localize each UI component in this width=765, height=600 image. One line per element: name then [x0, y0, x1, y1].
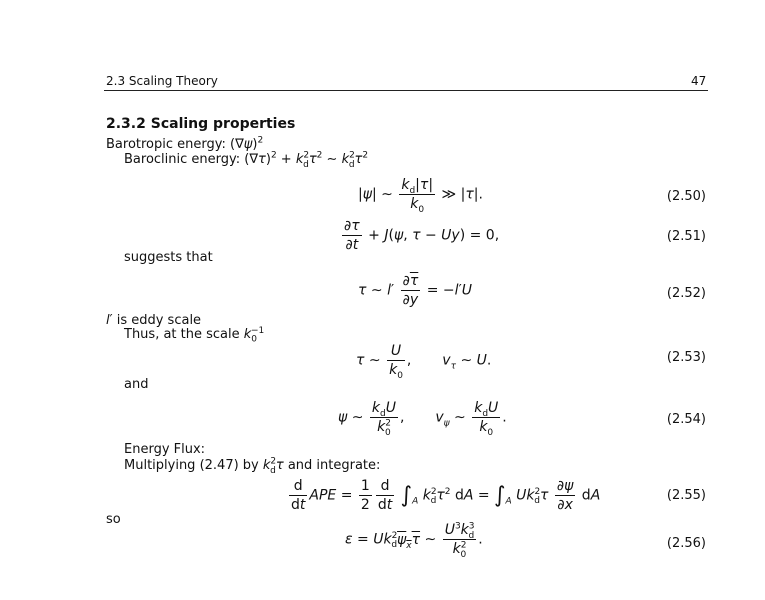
suggests-text: suggests that — [124, 250, 213, 265]
baroclinic-line — [124, 150, 369, 170]
equation-2-54: ψ ∼ $\frac{k_dU}{k^2_0}$ , $v_\psi$ ∼ $\frac{k_dU}{k_0}$ . — [338, 400, 507, 438]
baroclinic-text: Baroclinic energy: $(\nabla\tau)^2 + k^2_d\tau^2$ ∼ $k^2_d\tau^2$ — [124, 150, 369, 170]
equation-2-55: $\frac{d}{dt}$ APE = $\frac{1}{2}$ $\frac{d}{dt}$ $\int_A$ $k^2_d\tau^2$ dA = $\int_A$ $Uk^2_d\tau$ $\frac{\partial\psi}{\partial x}$ dA — [291, 478, 601, 513]
equation-number-2-55: (2.55) — [666, 488, 706, 503]
equation-number-2-53: (2.53) — [666, 350, 706, 365]
section-heading: 2.3.2 Scaling properties — [106, 116, 296, 132]
eddy-scale-line — [106, 313, 201, 328]
multiplying-line — [124, 456, 381, 476]
equation-2-50: |ψ| ∼ $\frac{k_d|\tau|}{k_0}$ ≫ |τ|. — [358, 177, 483, 215]
page-number: 47 — [691, 74, 707, 88]
header-rule — [104, 90, 708, 91]
equation-2-56: $\varepsilon = Uk^2_d\psi_x\tau$ ∼ $\frac{U^3k^3_d}{k^2_0}$ . — [345, 521, 483, 560]
multiplying-text: Multiplying (2.47) by $k^2_d\tau$ and integrate: — [124, 456, 381, 476]
equation-number-2-50: (2.50) — [666, 189, 706, 204]
equation-2-52: τ ∼ l′ $\frac{\partial\overline{\tau}}{\partial y}$ = −l′U — [358, 273, 472, 308]
thus-line — [124, 325, 265, 345]
equation-number-2-52: (2.52) — [666, 286, 706, 301]
equation-number-2-56: (2.56) — [666, 536, 706, 551]
running-header-section: 2.3 Scaling Theory — [106, 74, 218, 88]
thus-text: Thus, at the scale $k_0^{-1}$ — [124, 325, 265, 345]
barotropic-line — [106, 137, 263, 152]
barotropic-text: Barotropic energy: $(\nabla\psi)^2$ — [106, 135, 264, 152]
equation-number-2-54: (2.54) — [666, 412, 706, 427]
energy-flux-text: Energy Flux: — [124, 442, 206, 457]
so-text: so — [106, 512, 121, 527]
equation-2-53: τ ∼ $\frac{U}{k_0}$ , $v_\tau$ ∼ U. — [356, 343, 492, 381]
equation-2-51: $\frac{\partial\tau}{\partial t}$ + J(ψ, τ − Uy) = 0, — [344, 218, 500, 253]
eddy-scale-text: l′ is eddy scale — [106, 313, 202, 328]
equation-number-2-51: (2.51) — [666, 229, 706, 244]
and-text: and — [124, 377, 149, 392]
